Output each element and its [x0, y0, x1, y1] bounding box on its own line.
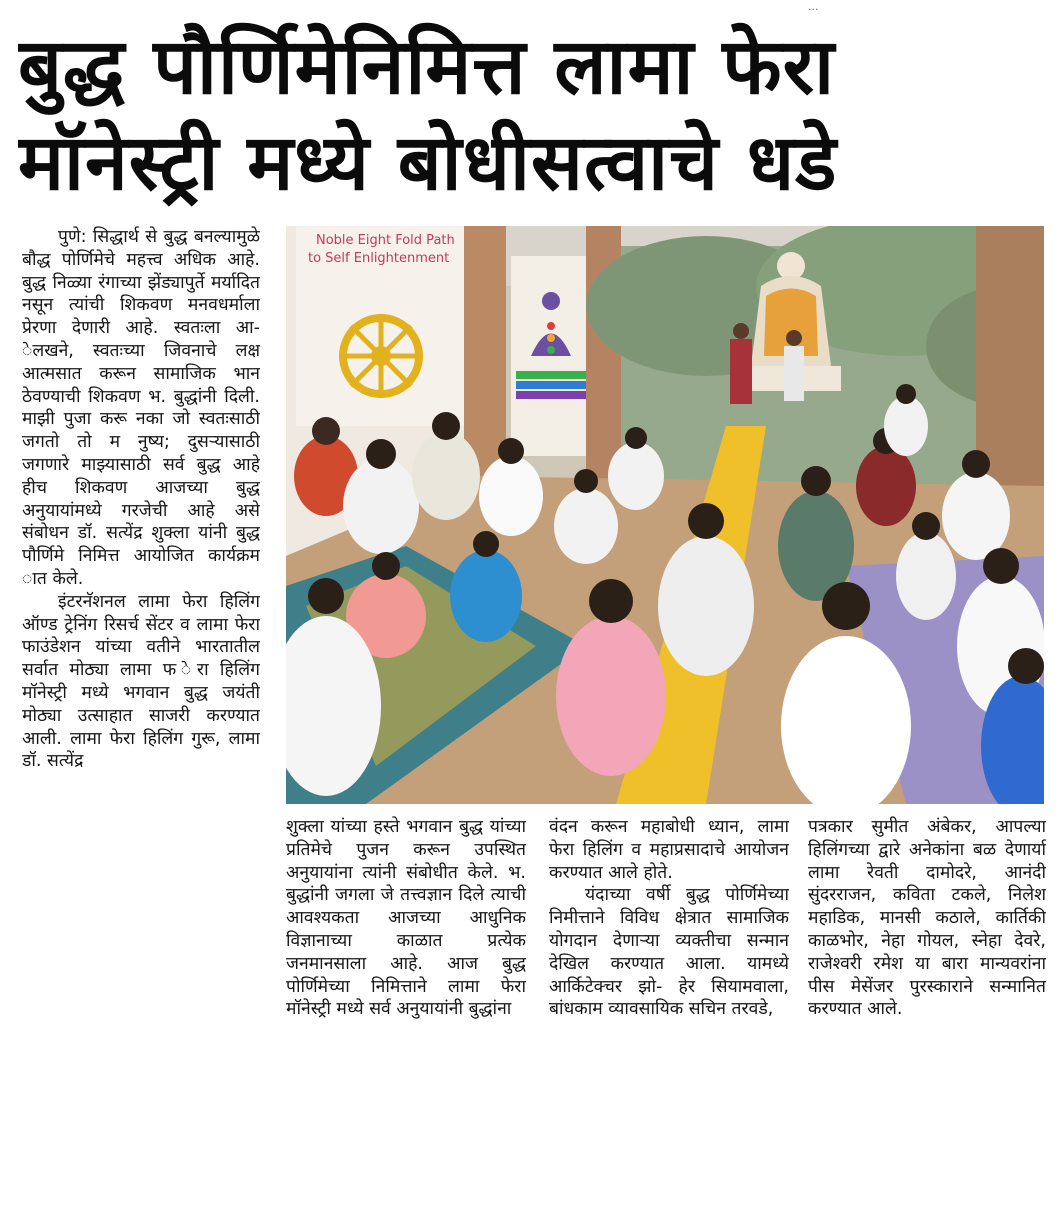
banner-text-1: Noble Eight Fold Path — [316, 233, 455, 248]
attendee-standing — [784, 330, 804, 401]
article-paragraph: पुणे: सिद्धार्थ से बुद्ध बनल्यामुळे बौद्ध पोर्णिमेचे महत्त्व अधिक आहे. बुद्ध निळ्या रंगाच्या झेंड्यापुर्ते मर्यादित नसून त्यांची शिकवण मनवधर्माला प्रेरणा देणारी आहे. स्वतःला आ- ेलखने, स्वतःच्या जिवनाचे लक्ष आत्मसात करून सामाजिक भान ठेवण्याची शिकवण भ. बुद्धांनी दिली. माझी पुजा करू नका जो स्वतःसाठी जगतो तो म नुष्य; दुसऱ्यासाठी जगणारे माझ्यासाठी सर्व बुद्ध आहे हीच शिकवण आजच्या बुद्ध अनुयायांमध्ये गरजेची आहे असे संबोधन डॉ. सत्येंद्र शुक्ला यांनी बुद्ध पौर्णिमे निमित्त आयोजित कार्यक्रम ात केले. — [22, 227, 260, 589]
article-column-4 — [808, 816, 1046, 1186]
headline-line-2: मॉनेस्ट्री मध्ये बोधीसत्वाचे धडे — [18, 119, 838, 208]
headline — [18, 20, 1048, 212]
event-photo — [286, 226, 1044, 804]
article-column-3 — [549, 816, 789, 1186]
article-paragraph: इंटरनॅशनल लामा फेरा हिलिंग ऑण्ड ट्रेनिंग रिसर्च सेंटर व लामा फेरा फाउंडेशन यांच्या वतीने भारतातील सर्वात मोठ्या लामा फ ेरा हिलिंग मॉनेस्ट्री मध्ये भगवान बुद्ध जयंती मोठ्या उत्साहात साजरी करण्यात आली. लामा फेरा हिलिंग गुरू, लामा डॉ. सत्येंद्र — [22, 591, 260, 772]
article-paragraph: वंदन करून महाबोधी ध्यान, लामा फेरा हिलिंग व महाप्रसादाचे आयोजन करण्यात आले होते. — [549, 817, 789, 883]
dharma-wheel-icon — [339, 314, 423, 398]
banner-text-2: to Self Enlightenment — [308, 251, 450, 266]
article-paragraph: पत्रकार सुमीत अंबेकर, आपल्या हिलिंगच्या द्वारे अनेकांना बळ देणार्या लामा रेवती दामोदरे, आनंदी सुंदरराजन, कविता टकले, निलेश महाडिक, मानसी कठाले, कार्तिकी काळभोर, नेहा गोयल, स्नेहा देवरे, राजेश्वरी रमेश या बारा मान्यवरांना पीस मेसेंजर पुरस्काराने सन्मानित करण्यात आले. — [808, 817, 1046, 1020]
edition-date-strip: ... — [808, 0, 819, 13]
article-paragraph: यंदाच्या वर्षी बुद्ध पोर्णिमेच्या निमीत्ताने विविध क्षेत्रात सामाजिक योगदान देणाऱ्या व्यक्तीचा सन्मान देखिल करण्यात आला. यामध्ये आर्किटेक्चर झो- हेर सियामवाला, बांधकाम व्यावसायिक सचिन तरवडे, — [549, 885, 789, 1020]
meditation-hall-photo — [286, 226, 1044, 804]
article-column-1 — [22, 226, 260, 1194]
article-column-2 — [286, 816, 526, 1186]
headline-line-1: बुद्ध पौर्णिमेनिमित्त लामा फेरा — [18, 23, 836, 112]
article-paragraph: शुक्ला यांच्या हस्ते भगवान बुद्ध यांच्या प्रतिमेचे पुजन करून उपस्थित अनुयायांना त्यांनी संबोधीत केले. भ. बुद्धांनी जगला जे तत्त्वज्ञान दिले त्याची आवश्यकता आजच्या आधुनिक विज्ञानाच्या काळात प्रत्येक जनमानसाला आहे. आज बुद्ध पोर्णिमेच्या निमित्ताने लामा फेरा मॉनेस्ट्री मध्ये सर्व अनुयायांनी बुद्धांना — [286, 817, 526, 1020]
